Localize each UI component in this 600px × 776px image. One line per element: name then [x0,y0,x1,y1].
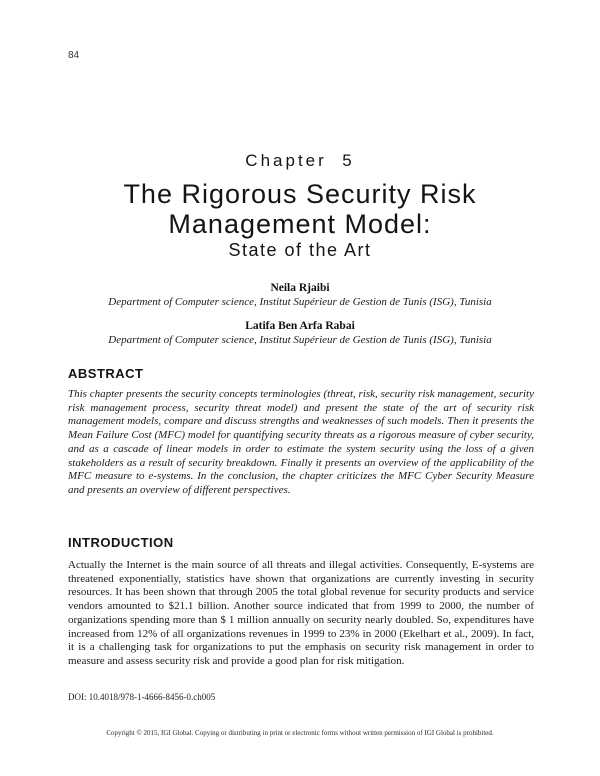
author-block [0,319,600,347]
chapter-title-line2: Management Model: [168,209,432,239]
author-block [0,281,600,309]
author-affiliation: Department of Computer science, Institut Supérieur de Gestion de Tunis (ISG), Tunisia [108,296,492,308]
author-name: Neila Rjaibi [270,282,330,294]
chapter-subtitle: State of the Art [228,240,372,260]
doi-line: DOI: 10.4018/978-1-4666-8456-0.ch005 [68,692,216,702]
copyright-footer: Copyright © 2015, IGI Global. Copying or distributing in print or electronic forms without written permission of IGI Global is prohibited. [106,729,494,737]
chapter-title [0,179,600,239]
page-number: 84 [68,50,80,61]
introduction-paragraph: Actually the Internet is the main source of all threats and illegal activities. Consequently, E-systems are threatened exponentially, statistics have shown that organizations are currently investing in security resources. It has been shown that through 2005 the total global revenue for security products and service vendors amounted to $21.1 billion. Another source indicated that from 1999 to 2000, the number of organizations spending more than $ 1 million annually on security nearly doubled. So, expenditures have increased from 12% of all organizations revenues in 1999 to 23% in 2000 (Ekelhart et al., 2009). In fact, it is a challenging task for organizations to put the emphasis on security risk management in order to measure and assess security risk and provide a good plan for risk mitigation. [68,559,534,667]
introduction-heading: INTRODUCTION [68,535,174,550]
abstract-heading: ABSTRACT [68,366,144,381]
abstract-paragraph: This chapter presents the security concepts terminologies (threat, risk, security risk management, security risk management process, security threat model) and present the state of the art of security risk management models, compare and discuss strengths and weaknesses of such models. Then it presents the Mean Failure Cost (MFC) model for quantifying security threats as a rigorous measure of cyber security, and as a cascade of linear models in order to estimate the system security using the loss of a given stakeholders as a result of security breakdown. Finally it presents an overview of the applicability of the MFC measure to e-systems. In the conclusion, the chapter criticizes the MFC Cyber Security Measure and presents an overview of different perspectives. [68,388,534,496]
chapter-label: Chapter 5 [245,151,355,170]
chapter-title-line1: The Rigorous Security Risk [123,179,477,209]
author-name: Latifa Ben Arfa Rabai [245,320,355,332]
author-affiliation: Department of Computer science, Institut Supérieur de Gestion de Tunis (ISG), Tunisia [108,334,492,346]
